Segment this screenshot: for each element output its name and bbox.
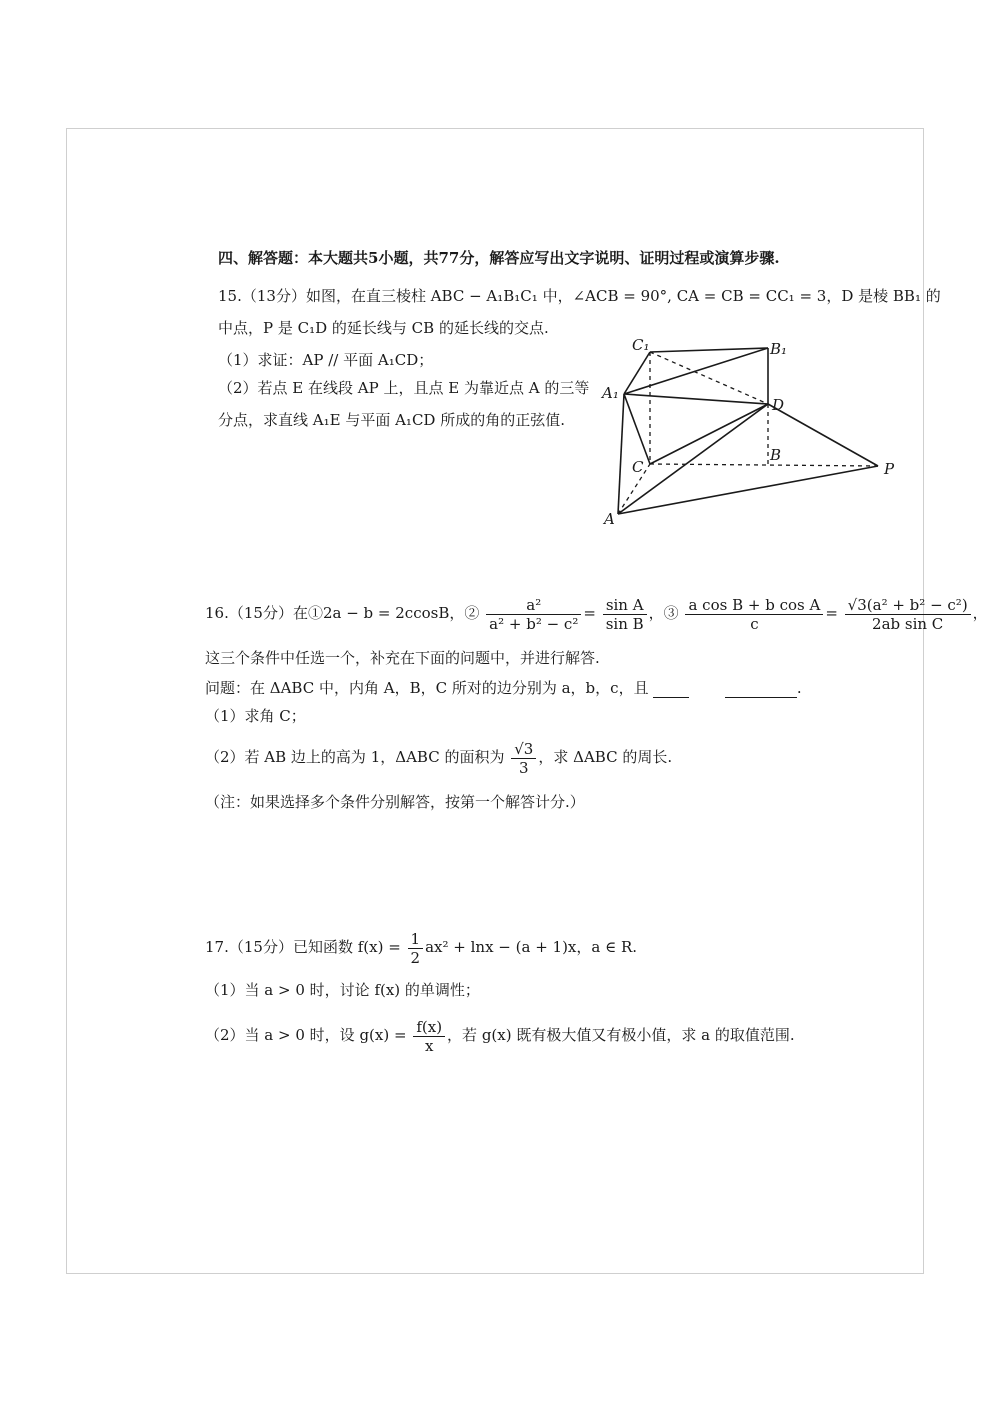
q16-statement-line2: 这三个条件中任选一个，补充在下面的问题中，并进行解答. bbox=[205, 649, 600, 667]
q17-g-frac bbox=[413, 1018, 445, 1055]
edge-a-p bbox=[618, 466, 878, 514]
q16-note: （注：如果选择多个条件分别解答，按第一个解答计分.） bbox=[205, 793, 585, 811]
q16-part2 bbox=[205, 738, 672, 778]
q16-area-frac-den: 3 bbox=[519, 758, 529, 777]
label-a1: A₁ bbox=[602, 384, 619, 402]
q16-answer-blank-2 bbox=[725, 681, 797, 698]
q16-cond3-frac-left-den: c bbox=[750, 614, 759, 633]
q16-area-frac-num: √3 bbox=[511, 740, 536, 759]
q16-area-frac bbox=[511, 740, 536, 777]
q17-part2-post: ，若 g(x) 既有极大值又有极小值，求 a 的取值范围. bbox=[447, 1026, 795, 1044]
edge-a1-a bbox=[618, 394, 624, 514]
q16-line3-end: . bbox=[796, 679, 802, 697]
section-heading: 四、解答题：本大题共5小题，共77分，解答应写出文字说明、证明过程或演算步骤. bbox=[218, 249, 780, 267]
q15-statement-line2: 中点，P 是 C₁D 的延长线与 CB 的延长线的交点. bbox=[218, 319, 549, 337]
q16-answer-blank-1 bbox=[653, 681, 689, 698]
label-a: A bbox=[604, 510, 615, 528]
edge-c1-d-hidden bbox=[650, 352, 768, 404]
q16-prefix: 16.（15分）在① bbox=[205, 604, 323, 622]
q17-half-frac bbox=[408, 930, 424, 967]
label-d: D bbox=[772, 396, 785, 414]
q16-statement-line1 bbox=[205, 594, 988, 634]
label-c: C bbox=[632, 458, 644, 476]
prism-figure bbox=[588, 332, 908, 532]
q16-condition1: 2a − b = 2ccosB bbox=[322, 604, 450, 622]
q16-cond2-frac-left-num: a² bbox=[486, 596, 581, 615]
q17-post: ax² + lnx − (a + 1)x，a ∈ R. bbox=[425, 938, 638, 956]
q16-statement-line3 bbox=[205, 678, 802, 698]
q15-part2-line1: （2）若点 E 在线段 AP 上，且点 E 为靠近点 A 的三等 bbox=[218, 379, 590, 397]
q17-g-frac-den: x bbox=[424, 1036, 434, 1055]
q17-half-frac-den: 2 bbox=[410, 948, 421, 967]
q16-cond3-frac-right-den: 2ab sin C bbox=[872, 614, 944, 633]
q15-statement-line1: 15.（13分）如图，在直三棱柱 ABC − A₁B₁C₁ 中，∠ACB = 90°, CA = CB = CC₁ = 3，D 是棱 BB₁ 的 bbox=[218, 287, 941, 305]
q16-line1-end: ， bbox=[972, 604, 988, 622]
edge-a1-b1 bbox=[624, 348, 768, 394]
q16-cond3-frac-left bbox=[685, 596, 823, 633]
label-p: P bbox=[884, 460, 895, 478]
q17-part2-pre: （2）当 a > 0 时，设 g(x) = bbox=[205, 1026, 407, 1044]
q16-cond2-frac-right bbox=[603, 596, 647, 633]
q16-cond2-frac-right-den: sin B bbox=[605, 614, 644, 633]
q16-cond2-frac-left bbox=[486, 596, 581, 633]
q16-cond3-frac-right bbox=[845, 596, 971, 633]
q16-cond3-frac-left-num: a cos B + b cos A bbox=[685, 596, 823, 615]
edge-a1-c bbox=[624, 394, 650, 464]
q16-problem-text: 问题：在 ΔABC 中，内角 A，B，C 所对的边分别为 a，b，c，且 bbox=[205, 679, 649, 697]
edge-c-d bbox=[650, 404, 768, 464]
q17-statement bbox=[205, 928, 637, 968]
q17-part2 bbox=[205, 1016, 795, 1056]
q15-part2-line2: 分点，求直线 A₁E 与平面 A₁CD 所成的角的正弦值. bbox=[218, 411, 565, 429]
q17-half-frac-num: 1 bbox=[408, 930, 424, 949]
edge-c1-b1 bbox=[650, 348, 768, 352]
q16-cond2-frac-right-num: sin A bbox=[603, 596, 647, 615]
q16-part1: （1）求角 C； bbox=[205, 707, 306, 725]
q17-g-frac-num: f(x) bbox=[413, 1018, 445, 1037]
label-b: B bbox=[770, 446, 782, 464]
label-c1: C₁ bbox=[632, 336, 650, 354]
q15-part1: （1）求证：AP // 平面 A₁CD； bbox=[218, 351, 434, 369]
q16-part2-post: ，求 ΔABC 的周长. bbox=[538, 748, 673, 766]
q16-sep2: ，② bbox=[449, 604, 480, 622]
q16-cond3-equals: = bbox=[825, 604, 838, 622]
edge-a1-d bbox=[624, 394, 768, 404]
q17-part1: （1）当 a > 0 时，讨论 f(x) 的单调性； bbox=[205, 981, 480, 999]
edge-d-p bbox=[768, 404, 878, 466]
q16-cond2-frac-left-den: a² + b² − c² bbox=[489, 614, 579, 633]
q16-sep3: ，③ bbox=[648, 604, 679, 622]
q16-part2-pre: （2）若 AB 边上的高为 1，ΔABC 的面积为 bbox=[205, 748, 505, 766]
q16-cond3-frac-right-num: √3(a² + b² − c²) bbox=[845, 596, 971, 615]
q17-pre: 17.（15分）已知函数 f(x) = bbox=[205, 938, 401, 956]
label-b1: B₁ bbox=[770, 340, 788, 358]
q16-cond2-equals: = bbox=[583, 604, 596, 622]
